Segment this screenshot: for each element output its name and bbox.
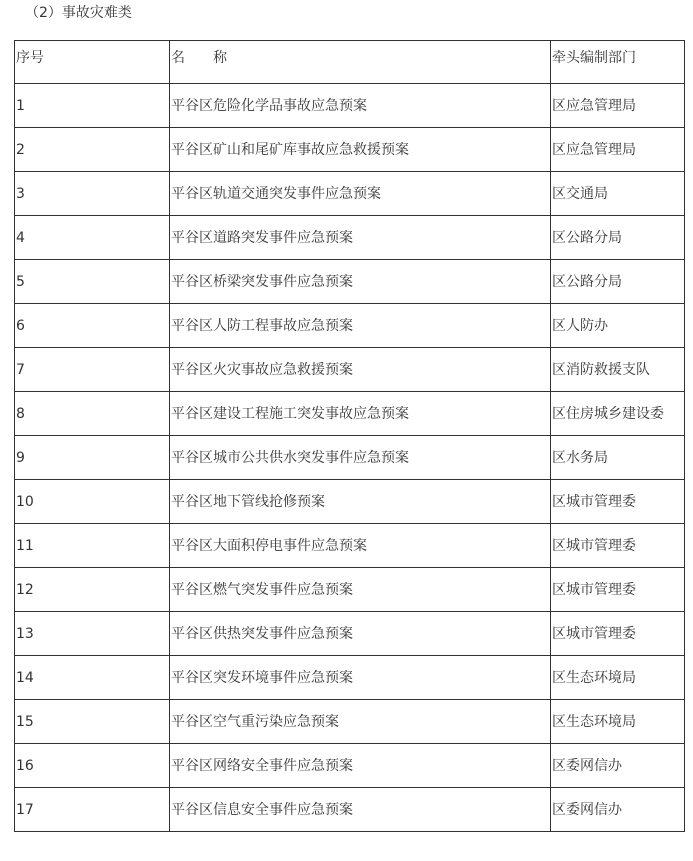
serial-number-cell: 2 <box>15 128 170 172</box>
plan-name-cell: 平谷区矿山和尾矿库事故应急救援预案 <box>170 128 551 172</box>
serial-number-cell: 14 <box>15 656 170 700</box>
table-row <box>15 436 685 480</box>
plan-name-cell: 平谷区突发环境事件应急预案 <box>170 656 551 700</box>
plan-name-cell: 平谷区道路突发事件应急预案 <box>170 216 551 260</box>
serial-number-cell: 9 <box>15 436 170 480</box>
serial-number-cell: 6 <box>15 304 170 348</box>
lead-department-cell: 区公路分局 <box>551 260 685 304</box>
lead-department-cell: 区应急管理局 <box>551 84 685 128</box>
serial-number-cell: 7 <box>15 348 170 392</box>
plan-name-cell: 平谷区地下管线抢修预案 <box>170 480 551 524</box>
lead-department-cell: 区消防救援支队 <box>551 348 685 392</box>
table-row <box>15 788 685 832</box>
lead-department-cell: 区委网信办 <box>551 744 685 788</box>
table-row <box>15 524 685 568</box>
lead-department-cell: 区城市管理委 <box>551 480 685 524</box>
table-row <box>15 568 685 612</box>
serial-number-cell: 8 <box>15 392 170 436</box>
plan-name-cell: 平谷区空气重污染应急预案 <box>170 700 551 744</box>
header-serial-number: 序号 <box>15 41 170 84</box>
lead-department-cell: 区人防办 <box>551 304 685 348</box>
table-row <box>15 216 685 260</box>
lead-department-cell: 区公路分局 <box>551 216 685 260</box>
table-row <box>15 84 685 128</box>
lead-department-cell: 区城市管理委 <box>551 524 685 568</box>
header-lead-department: 牵头编制部门 <box>551 41 685 84</box>
plan-name-cell: 平谷区城市公共供水突发事件应急预案 <box>170 436 551 480</box>
table-row <box>15 700 685 744</box>
table-row <box>15 348 685 392</box>
plan-name-cell: 平谷区人防工程事故应急预案 <box>170 304 551 348</box>
plan-name-cell: 平谷区大面积停电事件应急预案 <box>170 524 551 568</box>
table-row <box>15 172 685 216</box>
table-header-row <box>15 41 685 84</box>
serial-number-cell: 10 <box>15 480 170 524</box>
table-row <box>15 128 685 172</box>
plan-name-cell: 平谷区网络安全事件应急预案 <box>170 744 551 788</box>
plan-name-cell: 平谷区燃气突发事件应急预案 <box>170 568 551 612</box>
table-row <box>15 392 685 436</box>
serial-number-cell: 15 <box>15 700 170 744</box>
lead-department-cell: 区生态环境局 <box>551 700 685 744</box>
plan-name-cell: 平谷区火灾事故应急救援预案 <box>170 348 551 392</box>
lead-department-cell: 区城市管理委 <box>551 612 685 656</box>
lead-department-cell: 区城市管理委 <box>551 568 685 612</box>
table-row <box>15 480 685 524</box>
plan-name-cell: 平谷区供热突发事件应急预案 <box>170 612 551 656</box>
serial-number-cell: 1 <box>15 84 170 128</box>
serial-number-cell: 3 <box>15 172 170 216</box>
lead-department-cell: 区应急管理局 <box>551 128 685 172</box>
lead-department-cell: 区委网信办 <box>551 788 685 832</box>
section-title: （2）事故灾难类 <box>25 5 132 21</box>
serial-number-cell: 4 <box>15 216 170 260</box>
lead-department-cell: 区交通局 <box>551 172 685 216</box>
plan-name-cell: 平谷区桥梁突发事件应急预案 <box>170 260 551 304</box>
header-plan-name: 名 称 <box>170 41 551 84</box>
plan-name-cell: 平谷区信息安全事件应急预案 <box>170 788 551 832</box>
table-row <box>15 612 685 656</box>
table-row <box>15 304 685 348</box>
serial-number-cell: 17 <box>15 788 170 832</box>
table-body <box>15 84 685 832</box>
lead-department-cell: 区水务局 <box>551 436 685 480</box>
plan-name-cell: 平谷区危险化学品事故应急预案 <box>170 84 551 128</box>
serial-number-cell: 5 <box>15 260 170 304</box>
plan-name-cell: 平谷区轨道交通突发事件应急预案 <box>170 172 551 216</box>
lead-department-cell: 区生态环境局 <box>551 656 685 700</box>
table-row <box>15 260 685 304</box>
lead-department-cell: 区住房城乡建设委 <box>551 392 685 436</box>
serial-number-cell: 16 <box>15 744 170 788</box>
plan-name-cell: 平谷区建设工程施工突发事故应急预案 <box>170 392 551 436</box>
serial-number-cell: 11 <box>15 524 170 568</box>
table-row <box>15 744 685 788</box>
serial-number-cell: 13 <box>15 612 170 656</box>
table-row <box>15 656 685 700</box>
emergency-plans-table <box>14 40 685 832</box>
serial-number-cell: 12 <box>15 568 170 612</box>
